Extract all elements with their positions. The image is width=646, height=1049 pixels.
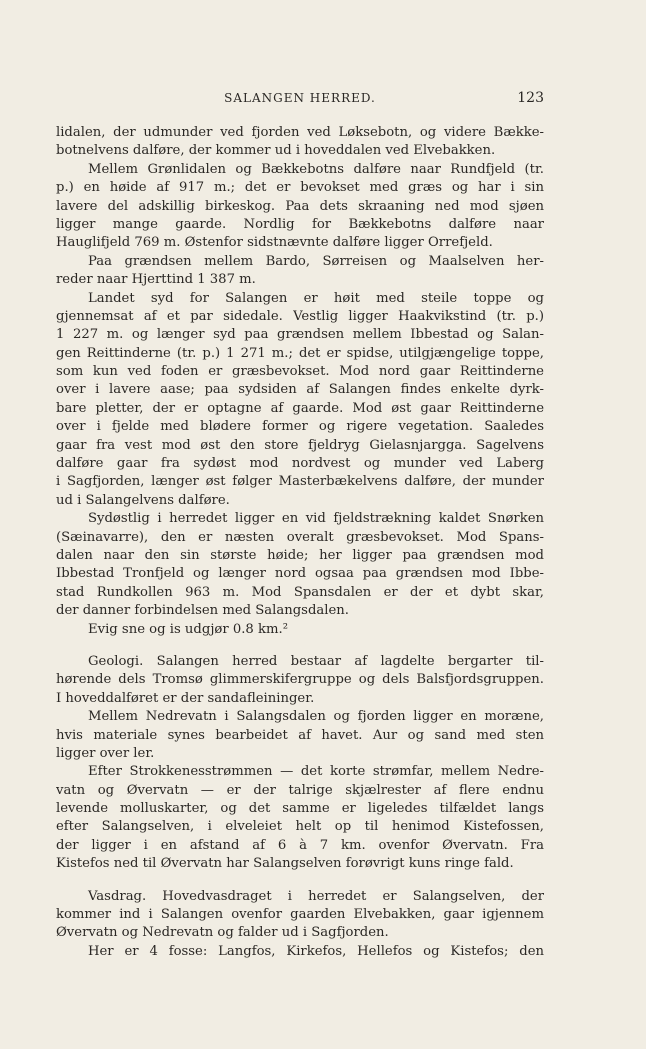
- text-line: Paa grændsen mellem Bardo, Sørreisen og Maalselven her-: [88, 253, 544, 269]
- text-line: ligger over ler.: [56, 745, 155, 761]
- text-line: Her er 4 fosse: Langfos, Kirkefos, Hellefos og Kistefos; den: [88, 943, 544, 959]
- text-line: p.) en høide af 917 m.; det er bevokset med græs og har i sin: [56, 180, 544, 196]
- text-line: Mellem Nedrevatn i Salangsdalen og fjorden ligger en moræne,: [88, 709, 544, 725]
- text-line: gaar fra vest mod øst den store fjeldryg Gielasnjargga. Sagelvens: [56, 437, 544, 453]
- text-line: Hauglifjeld 769 m. Østenfor sidstnævnte dalføre ligger Orrefjeld.: [56, 235, 493, 251]
- body-text: [56, 124, 544, 961]
- text-line: 1 227 m. og længer syd paa grændsen mellem Ibbestad og Salan-: [56, 327, 544, 343]
- text-line: Landet syd for Salangen er høit med steile toppe og: [88, 290, 544, 306]
- text-line: levende molluskarter, og det samme er ligeledes tilfældet langs: [56, 801, 544, 817]
- text-line: Sydøstlig i herredet ligger en vid fjeldstrækning kaldet Snørken: [88, 511, 544, 527]
- text-line: bare pletter, der er optagne af gaarde. Mod øst gaar Reittinderne: [56, 400, 544, 416]
- text-line: gen Reittinderne (tr. p.) 1 271 m.; det er spidse, utilgjængelige toppe,: [56, 345, 544, 361]
- page-header: [56, 91, 544, 111]
- text-line: Mellem Grønlidalen og Bækkebotns dalføre naar Rundfjeld (tr.: [88, 161, 544, 177]
- text-line: Evig sne og is udgjør 0.8 km.²: [88, 621, 288, 637]
- text-line: Ibbestad Tronfjeld og længer nord ogsaa paa grændsen mod Ibbe-: [56, 566, 544, 582]
- section-gap: [56, 639, 544, 653]
- text-line: vatn og Øvervatn — er der talrige skjælrester af flere endnu: [56, 782, 544, 798]
- text-line: lidalen, der udmunder ved fjorden ved Løksebotn, og videre Bække-: [56, 125, 544, 140]
- section-gap: [56, 874, 544, 888]
- text-line: der ligger i en afstand af 6 à 7 km. ovenfor Øvervatn. Fra: [56, 837, 544, 853]
- page-number: 123: [517, 90, 544, 106]
- text-line: dalen naar den sin største høide; her ligger paa grændsen mod: [56, 547, 544, 563]
- text-line: stad Rundkollen 963 m. Mod Spansdalen er der et dybt skar,: [56, 584, 544, 600]
- text-line: Geologi. Salangen herred bestaar af lagdelte bergarter til-: [88, 653, 544, 669]
- text-line: botnelvens dalføre, der kommer ud i hoveddalen ved Elvebakken.: [56, 143, 496, 159]
- running-title: SALANGEN HERRED.: [224, 91, 376, 105]
- text-line: efter Salangselven, i elveleiet helt op til henimod Kistefossen,: [56, 819, 544, 835]
- text-line: Vasdrag. Hovedvasdraget i herredet er Salangselven, der: [88, 888, 544, 904]
- text-line: lavere del adskillig birkeskog. Paa dets skraaning ned mod sjøen: [56, 198, 544, 214]
- text-line: dalføre gaar fra sydøst mod nordvest og munder ved Laberg: [56, 456, 544, 472]
- text-line: over i lavere aase; paa sydsiden af Salangen findes enkelte dyrk-: [56, 382, 544, 398]
- text-line: Øvervatn og Nedrevatn og falder ud i Sagfjorden.: [56, 925, 389, 941]
- text-line: hørende dels Tromsø glimmerskifergruppe og dels Balsfjordsgruppen.: [56, 672, 544, 688]
- text-line: over i fjelde med blødere former og rigere vegetation. Saaledes: [56, 419, 544, 435]
- text-line: Efter Strokkenesstrømmen — det korte strømfar, mellem Nedre-: [88, 764, 544, 780]
- text-line: kommer ind i Salangen ovenfor gaarden Elvebakken, gaar igjennem: [56, 907, 544, 923]
- text-line: ligger mange gaarde. Nordlig for Bækkebotns dalføre naar: [56, 216, 544, 232]
- text-line: gjennemsat af et par sidedale. Vestlig ligger Haakvikstind (tr. p.): [56, 308, 544, 324]
- text-line: Kistefos ned til Øvervatn har Salangselven forøvrigt kuns ringe fald.: [56, 856, 514, 872]
- text-line: (Sæinavarre), den er næsten overalt græsbevokset. Mod Spans-: [56, 529, 544, 545]
- text-line: reder naar Hjerttind 1 387 m.: [56, 272, 256, 288]
- text-line: som kun ved foden er græsbevokset. Mod nord gaar Reittinderne: [56, 364, 544, 380]
- text-line: der danner forbindelsen med Salangsdalen.: [56, 603, 349, 619]
- text-line: hvis materiale synes bearbeidet af havet. Aur og sand med sten: [56, 727, 544, 743]
- text-line: ud i Salangelvens dalføre.: [56, 492, 230, 508]
- text-line: I hoveddalføret er der sandafleininger.: [56, 690, 315, 706]
- text-line: i Sagfjorden, længer øst følger Masterbækelvens dalføre, der munder: [56, 474, 544, 490]
